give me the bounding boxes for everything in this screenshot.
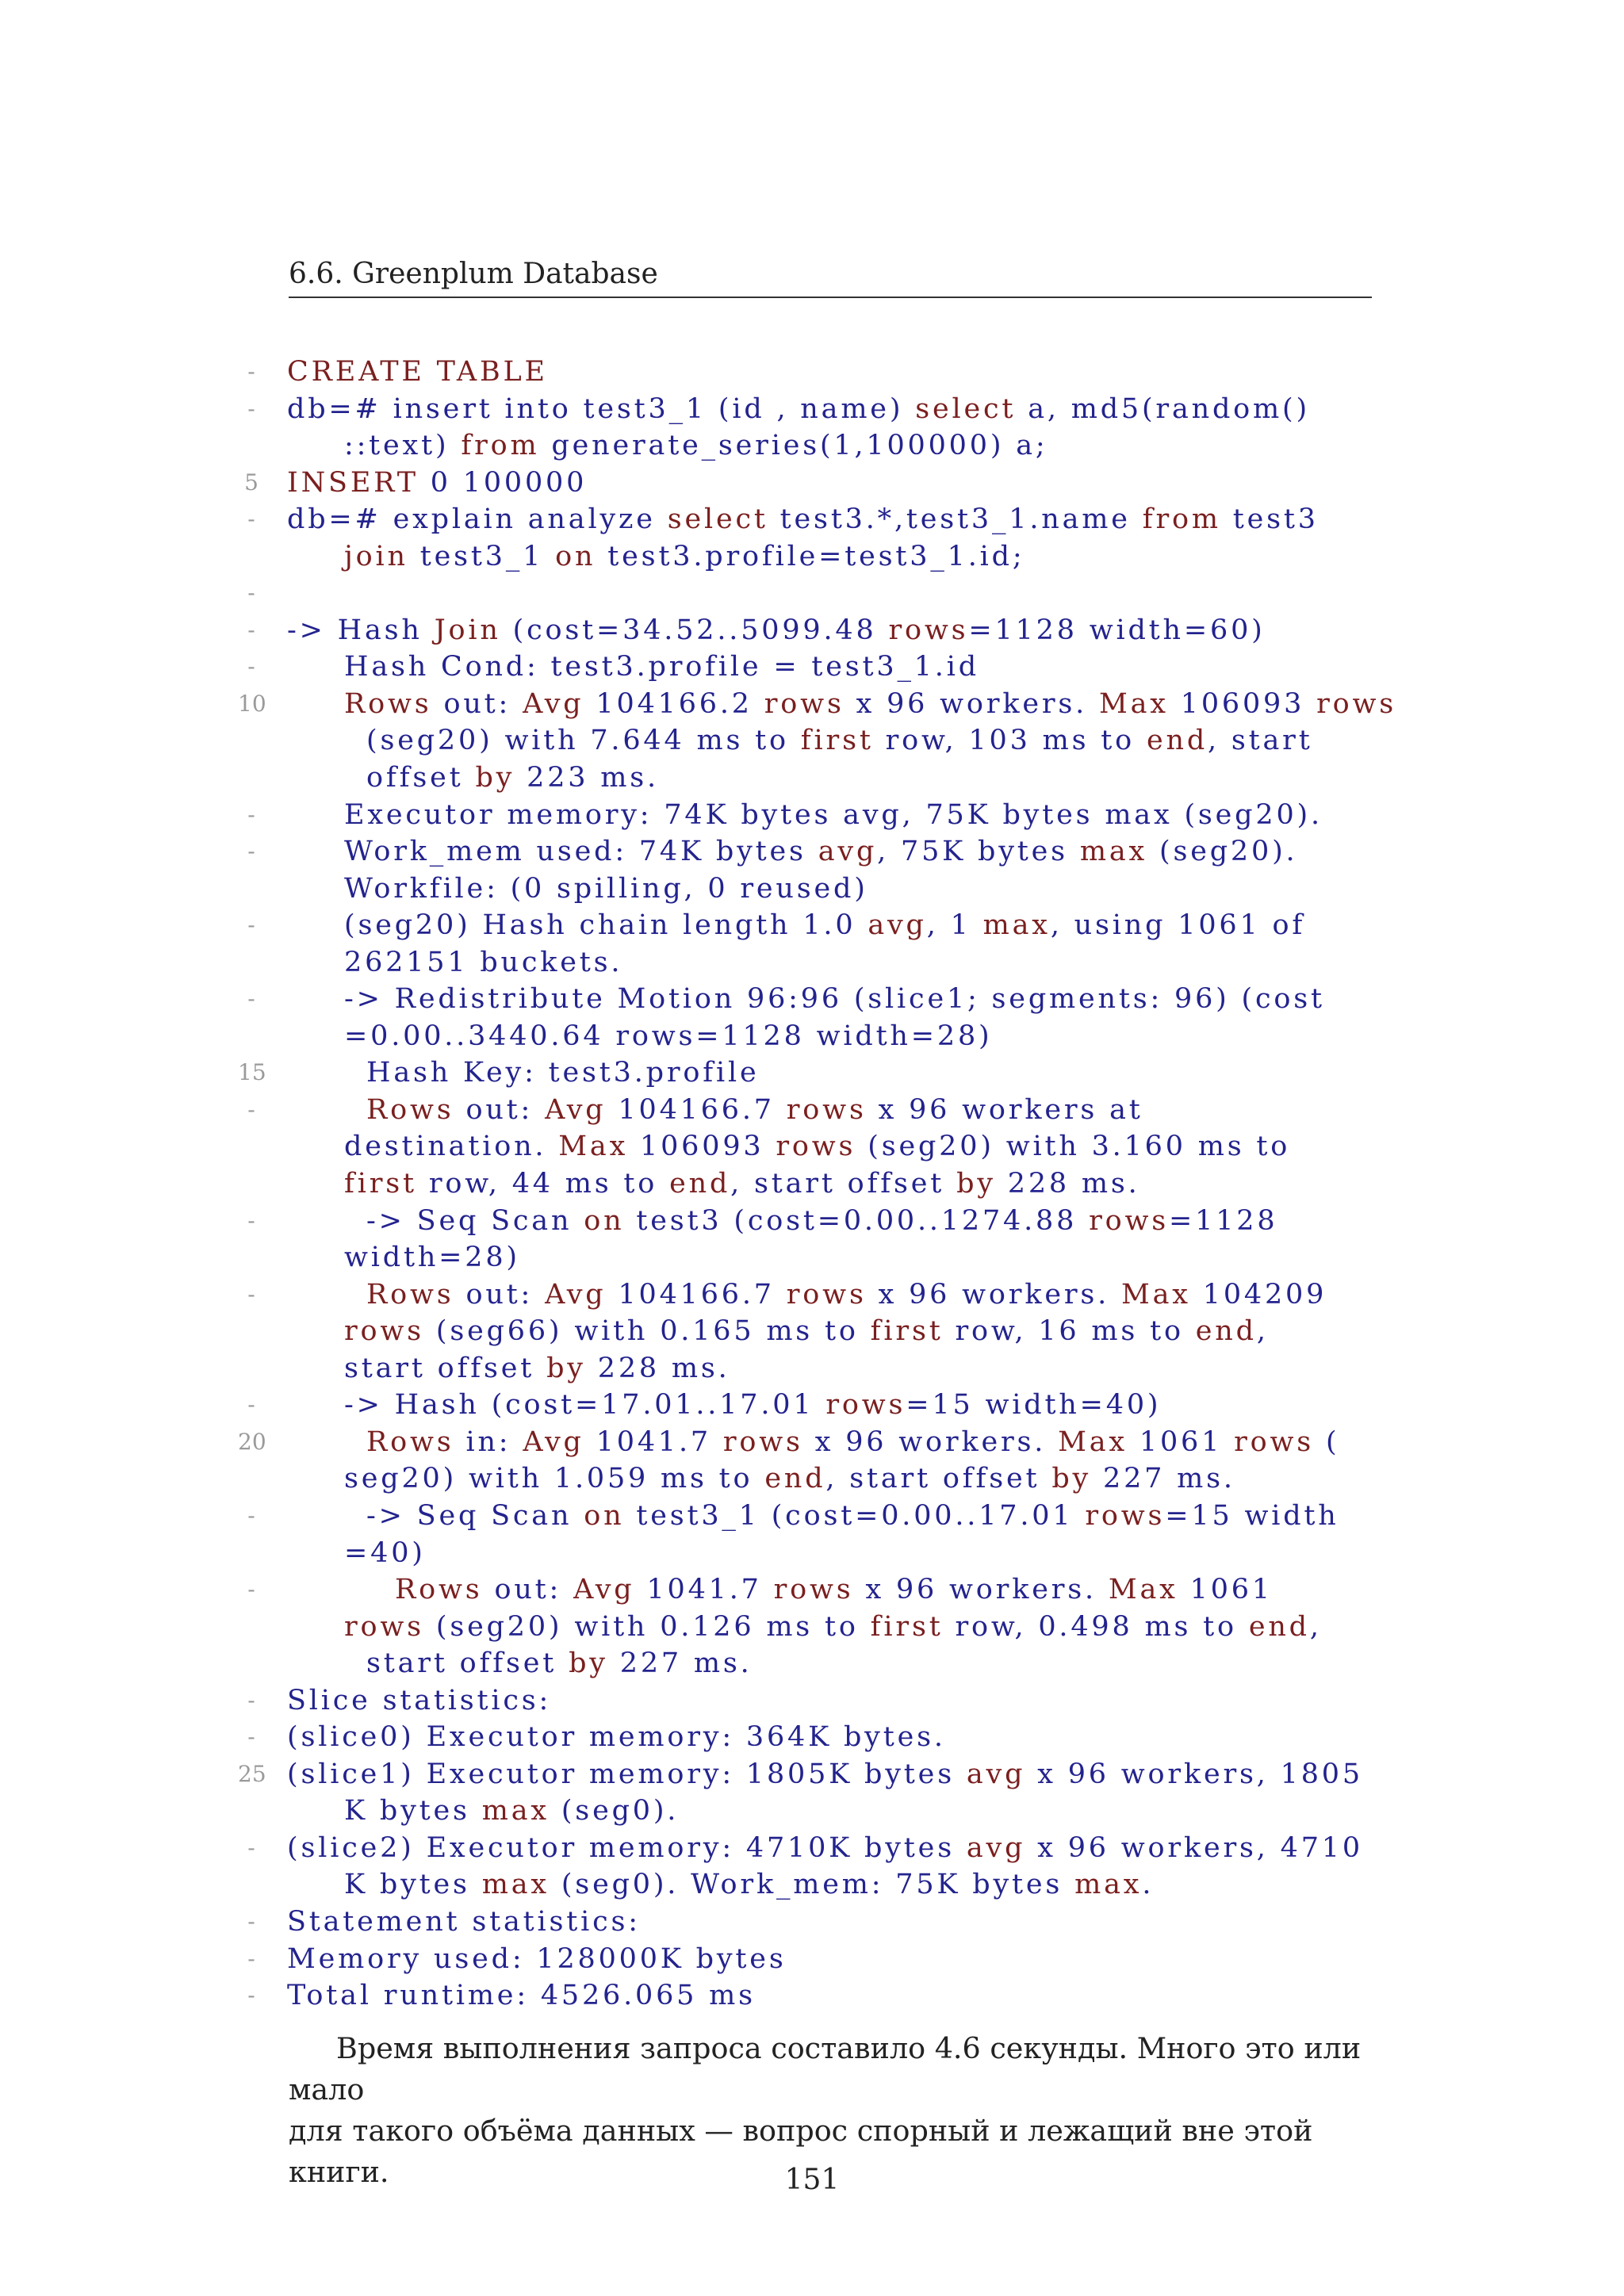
code-keyword: avg xyxy=(818,836,878,868)
code-token: 104209 xyxy=(1190,1278,1327,1311)
code-keyword: CREATE TABLE xyxy=(287,356,548,388)
code-token: 262151 buckets. xyxy=(344,946,623,978)
line-number: - xyxy=(247,616,255,643)
code-text xyxy=(287,1719,946,1756)
code-text xyxy=(366,1424,1339,1461)
code-token: , xyxy=(1309,1610,1322,1643)
code-token: x 96 workers. xyxy=(866,1278,1121,1311)
code-text xyxy=(287,1756,1363,1793)
code-token: 106093 xyxy=(628,1131,776,1163)
code-token: , 75K bytes xyxy=(877,836,1080,868)
code-text xyxy=(287,1941,787,1978)
code-line xyxy=(238,1977,1380,2015)
code-token: out: xyxy=(454,1093,546,1126)
code-keyword: end xyxy=(764,1463,826,1495)
code-text xyxy=(344,427,1048,465)
code-token: x 96 workers. xyxy=(802,1425,1059,1458)
code-line xyxy=(238,1793,1380,1830)
code-line xyxy=(238,1239,1380,1276)
code-token: , start xyxy=(1208,725,1313,757)
code-text xyxy=(344,649,979,686)
code-token: -> Hash (cost=17.01..17.01 xyxy=(344,1389,826,1422)
code-token: out: xyxy=(454,1278,546,1311)
code-line xyxy=(238,612,1380,649)
line-number: - xyxy=(247,1724,255,1751)
code-token: =0.00..3440.64 rows=1128 width=28) xyxy=(344,1020,993,1052)
code-line xyxy=(238,501,1380,538)
code-text xyxy=(344,944,622,982)
code-text xyxy=(287,1904,641,1941)
code-keyword: avg xyxy=(966,1758,1026,1790)
code-text xyxy=(344,981,1325,1018)
code-text xyxy=(344,1387,1161,1424)
code-token: 0 100000 xyxy=(418,466,588,499)
code-keyword: avg xyxy=(868,909,927,942)
line-number: - xyxy=(247,1686,255,1713)
code-keyword: max xyxy=(982,909,1051,942)
code-line xyxy=(238,1866,1380,1904)
code-keyword: rows xyxy=(722,1425,803,1458)
code-line xyxy=(238,1128,1380,1165)
code-token: 104166.7 xyxy=(606,1278,787,1311)
code-text xyxy=(344,907,1305,944)
code-token: , start offset xyxy=(825,1463,1052,1495)
code-keyword: Avg xyxy=(545,1278,607,1311)
code-text xyxy=(395,1571,1273,1609)
code-line xyxy=(238,538,1380,576)
code-token: row, 103 ms to xyxy=(873,725,1147,757)
line-number: - xyxy=(247,1391,255,1418)
code-line xyxy=(238,1054,1380,1092)
code-text xyxy=(287,465,587,502)
code-keyword: INSERT xyxy=(287,466,419,499)
code-keyword: Rows xyxy=(366,1093,454,1126)
code-text xyxy=(287,354,548,391)
code-keyword: Rows xyxy=(344,687,432,720)
code-line xyxy=(238,1719,1380,1756)
code-keyword: Avg xyxy=(573,1574,635,1606)
code-token: x 96 workers at xyxy=(866,1093,1143,1126)
code-token: K bytes xyxy=(344,1869,482,1901)
code-text xyxy=(366,760,659,797)
line-number: 20 xyxy=(238,1428,266,1455)
code-token: generate_series(1,100000) a; xyxy=(539,430,1048,462)
code-token: test3_1 (cost=0.00..17.01 xyxy=(624,1499,1086,1532)
code-line xyxy=(238,1165,1380,1203)
line-number: - xyxy=(247,1207,255,1234)
code-line xyxy=(238,1904,1380,1941)
line-number: - xyxy=(247,1834,255,1861)
code-line xyxy=(238,1682,1380,1720)
code-token: destination. xyxy=(344,1131,559,1163)
code-keyword: rows xyxy=(786,1093,867,1126)
line-number: - xyxy=(247,395,255,422)
code-text xyxy=(344,538,1025,576)
code-token: Executor memory: 74K bytes avg, 75K bytes max (seg20). xyxy=(344,798,1323,831)
code-text xyxy=(344,686,1396,723)
code-keyword: select xyxy=(915,392,1017,425)
code-text xyxy=(287,1830,1363,1867)
code-token: =15 width=40) xyxy=(906,1389,1162,1422)
code-token: 223 ms. xyxy=(515,762,659,794)
code-text xyxy=(344,1128,1290,1165)
code-line xyxy=(238,1092,1380,1129)
code-line xyxy=(238,833,1380,871)
code-text xyxy=(344,833,1297,871)
line-number: 10 xyxy=(238,690,266,717)
code-token: row, 16 ms to xyxy=(943,1315,1196,1348)
code-token: , 1 xyxy=(926,909,983,942)
code-token: (seg20) with 7.644 ms to xyxy=(366,725,801,757)
code-line xyxy=(238,907,1380,944)
code-token: Workfile: (0 spilling, 0 reused) xyxy=(344,872,868,905)
code-line xyxy=(238,1830,1380,1867)
code-line xyxy=(238,1609,1380,1646)
code-keyword: first xyxy=(344,1168,417,1200)
code-token: 228 ms. xyxy=(585,1352,730,1384)
line-number: - xyxy=(247,653,255,680)
code-token: offset xyxy=(366,762,476,794)
code-token: , xyxy=(1256,1315,1269,1348)
code-line xyxy=(238,1535,1380,1572)
code-token: (seg66) with 0.165 ms to xyxy=(423,1315,871,1348)
code-token: row, 44 ms to xyxy=(416,1168,670,1200)
code-token: x 96 workers, 4710 xyxy=(1025,1831,1363,1864)
code-keyword: rows xyxy=(1234,1425,1315,1458)
code-token: out: xyxy=(482,1574,574,1606)
code-keyword: end xyxy=(1248,1610,1310,1643)
code-keyword: rows xyxy=(764,687,845,720)
code-text xyxy=(366,1054,760,1092)
code-token: Hash Key: test3.profile xyxy=(366,1057,760,1089)
line-number: 5 xyxy=(244,469,259,496)
paragraph-line: Время выполнения запроса составило 4.6 секунды. Много это или мало xyxy=(289,2031,1362,2107)
code-keyword: rows xyxy=(344,1610,424,1643)
code-keyword: by xyxy=(1051,1463,1092,1495)
code-line xyxy=(238,427,1380,465)
code-line xyxy=(238,1387,1380,1424)
code-token: db=# insert into test3_1 (id , name) xyxy=(287,392,916,425)
code-token: =15 width xyxy=(1165,1499,1339,1532)
code-keyword: rows xyxy=(776,1131,856,1163)
code-text xyxy=(366,1203,1277,1240)
code-keyword: max xyxy=(1074,1869,1143,1901)
code-token: test3_1 xyxy=(408,540,556,572)
code-token: 1041.7 xyxy=(634,1574,774,1606)
code-keyword: first xyxy=(870,1610,944,1643)
code-token: 1041.7 xyxy=(584,1425,723,1458)
code-token: -> Seq Scan xyxy=(366,1204,584,1237)
code-keyword: Max xyxy=(1058,1425,1128,1458)
code-token: Hash Cond: test3.profile = test3_1.id xyxy=(344,651,979,683)
line-number: - xyxy=(247,838,255,865)
code-keyword: Avg xyxy=(523,1425,584,1458)
code-text xyxy=(344,1239,520,1276)
code-line xyxy=(238,722,1380,760)
code-keyword: Max xyxy=(1108,1574,1178,1606)
code-token: start offset xyxy=(366,1647,569,1680)
paragraph-line: для такого объёма данных — вопрос спорный и лежащий вне этой книги. xyxy=(289,2114,1313,2189)
code-token: x 96 workers, 1805 xyxy=(1025,1758,1363,1790)
code-keyword: Avg xyxy=(523,687,584,720)
code-token: test3.*,test3_1.name xyxy=(768,503,1143,536)
code-text xyxy=(344,1793,679,1830)
code-text xyxy=(366,1645,753,1682)
code-text xyxy=(287,612,1266,649)
code-keyword: by xyxy=(569,1647,608,1680)
line-number: - xyxy=(247,1096,255,1123)
code-keyword: first xyxy=(800,725,874,757)
code-keyword: Rows xyxy=(366,1278,454,1311)
code-token: . xyxy=(1142,1869,1155,1901)
code-token: seg20) with 1.059 ms to xyxy=(344,1463,765,1495)
code-token: x 96 workers. xyxy=(844,687,1099,720)
code-line xyxy=(238,391,1380,428)
code-keyword: max xyxy=(481,1795,550,1827)
code-token: -> Seq Scan xyxy=(366,1499,584,1532)
line-number: - xyxy=(247,1280,255,1307)
code-keyword: end xyxy=(1195,1315,1257,1348)
code-line xyxy=(238,871,1380,908)
code-token: x 96 workers. xyxy=(853,1574,1109,1606)
code-keyword: by xyxy=(956,1168,996,1200)
code-line xyxy=(238,1313,1380,1350)
code-line xyxy=(238,760,1380,797)
code-line xyxy=(238,1460,1380,1498)
code-token: (seg20) with 0.126 ms to xyxy=(423,1610,871,1643)
line-number: - xyxy=(247,801,255,828)
code-line xyxy=(238,1276,1380,1314)
code-token: width=28) xyxy=(344,1242,520,1274)
code-token: ( xyxy=(1314,1425,1340,1458)
code-text xyxy=(344,1018,993,1055)
code-token: (seg20). xyxy=(1147,836,1298,868)
code-token: (slice1) Executor memory: 1805K bytes xyxy=(287,1758,967,1790)
code-keyword: from xyxy=(461,430,540,462)
code-token: =1128 xyxy=(1169,1204,1278,1237)
code-line xyxy=(238,797,1380,834)
code-line xyxy=(238,1203,1380,1240)
line-number: - xyxy=(247,358,255,385)
code-token: Slice statistics: xyxy=(287,1684,552,1716)
code-text xyxy=(344,1609,1322,1646)
line-number: - xyxy=(247,912,255,939)
code-keyword: Max xyxy=(558,1131,629,1163)
code-token: -> Hash xyxy=(287,614,435,646)
code-text xyxy=(344,1460,1235,1498)
code-keyword: rows xyxy=(344,1315,424,1348)
code-keyword: join xyxy=(344,540,408,572)
code-text xyxy=(344,1313,1269,1350)
code-keyword: rows xyxy=(1316,687,1397,720)
code-line xyxy=(238,1571,1380,1609)
code-text xyxy=(344,1866,1154,1904)
code-keyword: Max xyxy=(1099,687,1169,720)
code-token: Total runtime: 4526.065 ms xyxy=(287,1980,756,2012)
code-text xyxy=(344,1165,1140,1203)
code-keyword: Rows xyxy=(366,1425,454,1458)
code-keyword: from xyxy=(1142,503,1221,536)
code-line xyxy=(238,1498,1380,1535)
code-keyword: rows xyxy=(786,1278,867,1311)
code-keyword: by xyxy=(475,762,515,794)
running-header xyxy=(289,252,1372,298)
code-token: 228 ms. xyxy=(995,1168,1140,1200)
line-number: 25 xyxy=(238,1760,266,1787)
code-token: K bytes xyxy=(344,1795,482,1827)
code-keyword: Rows xyxy=(395,1574,483,1606)
code-token: db=# explain analyze xyxy=(287,503,668,536)
code-line xyxy=(238,1424,1380,1461)
code-token: Work_mem used: 74K bytes xyxy=(344,836,818,868)
section-title: 6.6. Greenplum Database xyxy=(289,258,658,290)
code-token: , start offset xyxy=(730,1168,957,1200)
code-keyword: Avg xyxy=(545,1093,607,1126)
code-text xyxy=(344,1535,426,1572)
line-number: - xyxy=(247,985,255,1012)
code-keyword: by xyxy=(546,1352,586,1384)
code-text xyxy=(287,501,1319,538)
code-text xyxy=(366,722,1313,760)
line-number: - xyxy=(247,1502,255,1529)
line-number: 15 xyxy=(238,1059,266,1086)
code-token: test3 (cost=0.00..1274.88 xyxy=(624,1204,1090,1237)
code-line xyxy=(238,1018,1380,1055)
code-text xyxy=(287,391,1310,428)
code-token: =1128 width=60) xyxy=(968,614,1266,646)
code-keyword: end xyxy=(669,1168,731,1200)
code-token: a, md5(random() xyxy=(1016,392,1310,425)
code-keyword: max xyxy=(1079,836,1148,868)
code-text xyxy=(366,1092,1143,1129)
code-keyword: end xyxy=(1146,725,1208,757)
code-line xyxy=(238,575,1380,612)
code-line xyxy=(238,1350,1380,1387)
code-token: 104166.2 xyxy=(584,687,764,720)
code-keyword: max xyxy=(481,1869,550,1901)
code-text xyxy=(344,1350,730,1387)
code-keyword: rows xyxy=(1089,1204,1170,1237)
code-line xyxy=(238,465,1380,502)
code-token: row, 0.498 ms to xyxy=(943,1610,1249,1643)
code-keyword: on xyxy=(555,540,596,572)
code-token: 1061 xyxy=(1178,1574,1273,1606)
code-token: Statement statistics: xyxy=(287,1905,641,1938)
code-keyword: Max xyxy=(1121,1278,1191,1311)
code-token: 227 ms. xyxy=(607,1647,753,1680)
code-line xyxy=(238,944,1380,982)
line-number: - xyxy=(247,1908,255,1934)
code-text xyxy=(366,1498,1339,1535)
line-number: - xyxy=(247,1576,255,1603)
code-token: (seg20) Hash chain length 1.0 xyxy=(344,909,868,942)
code-keyword: rows xyxy=(825,1389,906,1422)
code-keyword: rows xyxy=(888,614,969,646)
code-token: start offset xyxy=(344,1352,547,1384)
code-token: (slice0) Executor memory: 364K bytes. xyxy=(287,1721,946,1754)
code-token: in: xyxy=(454,1425,523,1458)
code-text xyxy=(366,1276,1327,1314)
code-text xyxy=(344,871,868,908)
code-line xyxy=(238,981,1380,1018)
code-token: (seg0). xyxy=(549,1795,680,1827)
code-token: 106093 xyxy=(1168,687,1317,720)
code-keyword: on xyxy=(584,1204,625,1237)
line-number: - xyxy=(247,580,255,607)
code-token: ::text) xyxy=(344,430,462,462)
code-keyword: Join xyxy=(434,614,501,646)
code-token: test3 xyxy=(1220,503,1319,536)
line-number: - xyxy=(247,1982,255,2009)
code-token: (cost=34.52..5099.48 xyxy=(500,614,889,646)
code-text xyxy=(287,1682,551,1720)
code-line xyxy=(238,1756,1380,1793)
code-line xyxy=(238,354,1380,391)
code-token: Memory used: 128000K bytes xyxy=(287,1942,787,1975)
code-keyword: select xyxy=(667,503,768,536)
code-line xyxy=(238,1941,1380,1978)
line-number: - xyxy=(247,1945,255,1972)
page-number: 151 xyxy=(784,2164,840,2196)
code-token: -> Redistribute Motion 96:96 (slice1; segments: 96) (cost xyxy=(344,983,1325,1016)
code-keyword: rows xyxy=(773,1574,854,1606)
code-line xyxy=(238,1645,1380,1682)
code-token: 1061 xyxy=(1127,1425,1235,1458)
code-token: (seg20) with 3.160 ms to xyxy=(856,1131,1291,1163)
code-line xyxy=(238,686,1397,723)
code-keyword: on xyxy=(584,1499,625,1532)
code-token: (slice2) Executor memory: 4710K bytes xyxy=(287,1831,967,1864)
code-keyword: avg xyxy=(966,1831,1026,1864)
code-token: test3.profile=test3_1.id; xyxy=(596,540,1025,572)
code-token: (seg0). Work_mem: 75K bytes xyxy=(549,1869,1075,1901)
code-token: , using 1061 of xyxy=(1050,909,1306,942)
code-keyword: first xyxy=(870,1315,944,1348)
code-text xyxy=(287,1977,756,2015)
code-token: 104166.7 xyxy=(606,1093,787,1126)
code-text xyxy=(344,797,1323,834)
code-token: =40) xyxy=(344,1536,426,1569)
code-keyword: rows xyxy=(1085,1499,1166,1532)
code-token: out: xyxy=(431,687,523,720)
code-line xyxy=(238,649,1380,686)
line-number: - xyxy=(247,506,255,533)
code-token: 227 ms. xyxy=(1091,1463,1235,1495)
code-listing xyxy=(238,354,1397,2015)
